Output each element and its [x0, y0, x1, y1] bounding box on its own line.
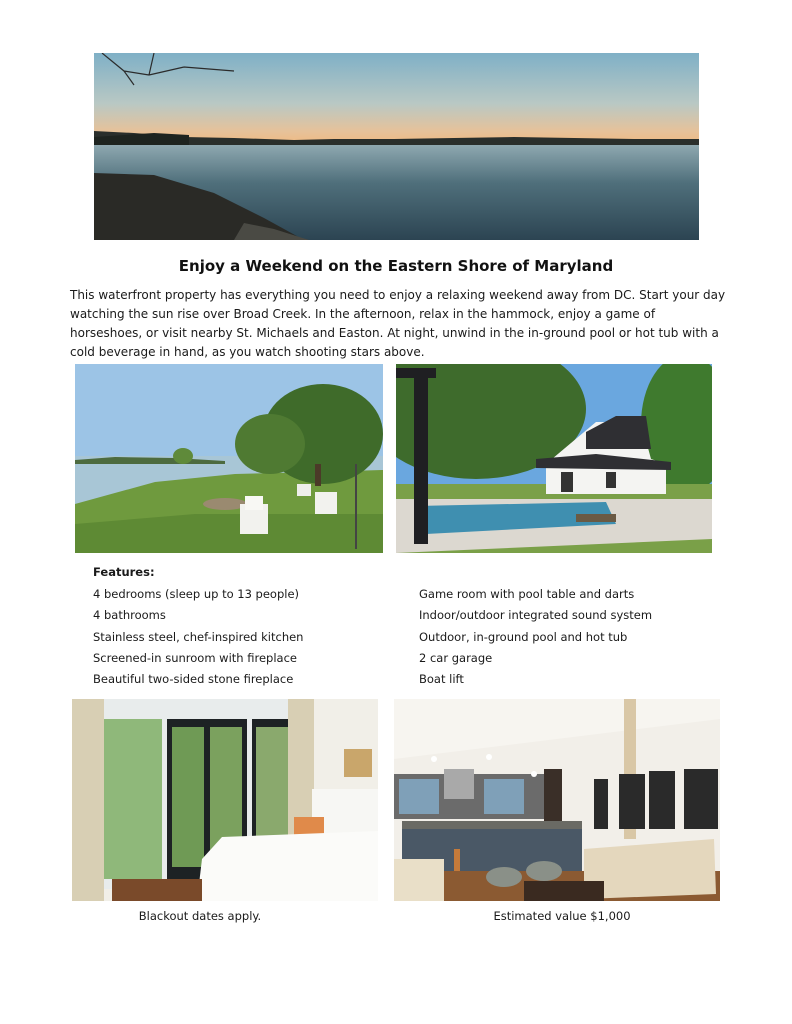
feature-item: Boat lift	[419, 672, 464, 686]
feature-item: 2 car garage	[419, 651, 493, 665]
feature-item: Game room with pool table and darts	[419, 587, 635, 601]
features-heading: Features:	[93, 565, 155, 579]
photo-house-with-pool	[396, 364, 712, 553]
feature-item: 4 bedrooms (sleep up to 13 people)	[93, 587, 300, 601]
feature-item: Screened-in sunroom with fireplace	[93, 651, 297, 665]
feature-item: Indoor/outdoor integrated sound system	[419, 608, 653, 622]
caption-blackout-dates: Blackout dates apply.	[138, 909, 262, 923]
feature-item: Stainless steel, chef-inspired kitchen	[93, 630, 304, 644]
hero-photo-waterfront-sunset	[94, 53, 699, 240]
feature-item: Outdoor, in-ground pool and hot tub	[419, 630, 628, 644]
intro-paragraph: This waterfront property has everything you need to enjoy a relaxing weekend away from DC. Start your day watching the sun rise over Broad Creek. In the afternoon, relax in the hammock, enjoy a game of horseshoes, or visit nearby St. Michaels and Easton. At night, unwind in the in-ground pool or hot tub with a cold beverage in hand, as you watch shooting stars above.	[70, 288, 726, 359]
feature-item: 4 bathrooms	[93, 608, 166, 622]
photo-kitchen-living-room	[394, 699, 720, 901]
photo-lawn-adirondack-chairs	[75, 364, 383, 553]
photo-bedroom	[72, 699, 378, 901]
caption-estimated-value: Estimated value $1,000	[493, 909, 631, 923]
page-title: Enjoy a Weekend on the Eastern Shore of Maryland	[178, 257, 614, 275]
feature-item: Beautiful two-sided stone fireplace	[93, 672, 294, 686]
